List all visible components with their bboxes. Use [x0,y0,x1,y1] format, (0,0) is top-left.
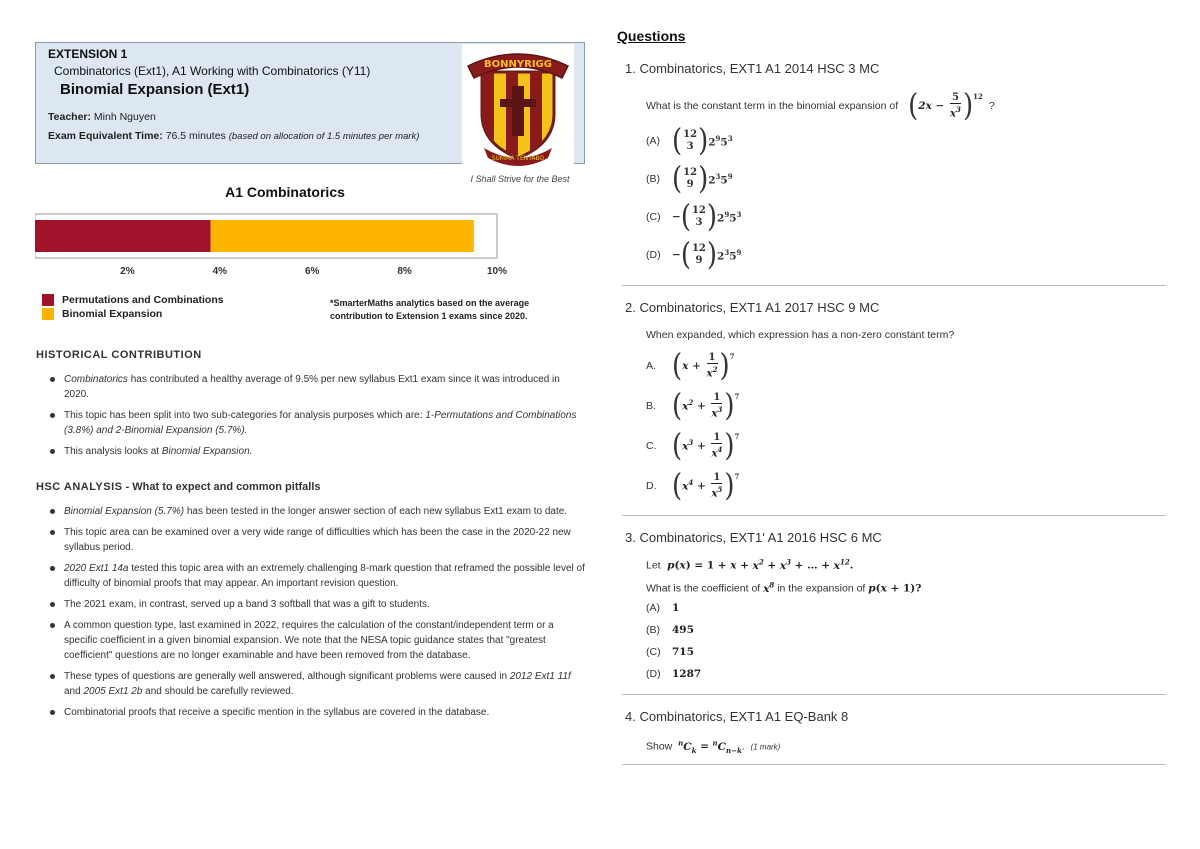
historical-list [50,372,585,465]
question-1-title: 1. Combinatorics, EXT1 A1 2014 HSC 3 MC [625,61,880,76]
question-1-option-c[interactable]: (C) − ( 12 3 ) $2^95^3$ [646,199,742,235]
chart-legend [42,293,224,321]
questions-heading: Questions [617,28,686,44]
analytics-note: *SmarterMaths analytics based on the average contribution to Extension 1 exams since 2020. [330,298,530,321]
bar-segment-binomial [211,220,474,252]
question-2-option-d[interactable]: D. ( $x^4$ + $\frac{1}{x^5}$ ) 7 [646,467,740,504]
legend-label-binomial: Binomial Expansion [62,308,163,320]
list-item: The 2021 exam, in contrast, served up a band 3 softball that was a gift to students. [50,597,585,612]
hsc-analysis-heading: HSC ANALYSIS - What to expect and common pitfalls [36,481,321,493]
list-item: This topic area can be examined over a very wide range of difficulties which has been the case in the 2020-22 new syllabus period. [50,525,585,555]
teacher-label: Teacher: [48,111,91,123]
historical-heading: HISTORICAL CONTRIBUTION [36,349,202,361]
question-3-option-a[interactable]: (A) 1 [646,602,680,614]
question-3-option-c[interactable]: (C) 715 [646,646,694,658]
list-item: This topic has been split into two sub-categories for analysis purposes which are: 1-Permutations and Combinations (3.8%) and 2-Binomial Expansion (5.7%). [50,408,585,438]
legend-item-permutations [42,293,224,307]
question-1-expression: ( 2x − $\frac{5}{x^3}$ ) 12 [908,87,983,124]
combinatorics-bar-chart [35,208,515,280]
list-item: Combinatorics has contributed a healthy average of 9.5% per new syllabus Ext1 exam since it was introduced in 2020. [50,372,585,402]
bar-segment-permutations [35,220,211,252]
question-2-prompt: When expanded, which expression has a non-zero constant term? [646,329,955,341]
question-1-option-b[interactable]: (B) ( 12 9 ) $2^35^9$ [646,161,733,197]
question-divider [622,515,1166,516]
question-2-option-b[interactable]: B. ( $x^2$ + $\frac{1}{x^3}$ ) 7 [646,387,740,424]
question-1-option-a[interactable]: (A) ( 12 3 ) $2^95^3$ [646,123,733,159]
crest-logo-icon [462,44,574,166]
question-1-prompt: What is the constant term in the binomial expansion of ( 2x − $\frac{5}{x^3}$ ) 12 ? [646,87,995,124]
x-tick-label: 4% [212,266,228,277]
list-item: This analysis looks at Binomial Expansion. [50,444,585,459]
question-divider [622,694,1166,695]
question-3-option-d[interactable]: (D) 1287 [646,668,702,680]
list-item: Combinatorial proofs that receive a specific mention in the syllabus are covered in the database. [50,705,585,720]
topic-subtitle: Combinatorics (Ext1), A1 Working with Combinatorics (Y11) [54,64,371,78]
question-divider [622,764,1166,765]
legend-swatch-permutations [42,294,54,306]
legend-label-permutations: Permutations and Combinations [62,294,224,306]
page-title: Binomial Expansion (Ext1) [60,81,250,98]
hsc-analysis-list [50,504,585,726]
question-3-option-b[interactable]: (B) 495 [646,624,694,636]
list-item: A common question type, last examined in 2022, requires the calculation of the constant/independent term or a specific coefficient in a given binomial expansion. We note that the NESA topic guidance states that "greatest coefficient" questions are no longer examinable and have been removed from the database. [50,618,585,663]
x-tick-label: 6% [304,266,320,277]
question-divider [622,285,1166,286]
crest-scroll-text: SUMMA TENTABO [491,155,545,162]
teacher-line [48,111,156,123]
question-3-title: 3. Combinatorics, EXT1' A1 2016 HSC 6 MC [625,530,882,545]
x-tick-label: 8% [397,266,412,277]
question-4-title: 4. Combinatorics, EXT1 A1 EQ-Bank 8 [625,709,849,724]
chart-title: A1 Combinatorics [225,184,345,200]
exam-time-label: Exam Equivalent Time: [48,130,163,142]
question-2-option-a[interactable]: A. ( x + $\frac{1}{x^2}$ ) 7 [646,347,735,384]
list-item: Binomial Expansion (5.7%) has been tested in the longer answer section of each new syllabus Ext1 exam to date. [50,504,585,519]
legend-swatch-binomial [42,308,54,320]
x-tick-label: 2% [120,266,135,277]
school-motto: I Shall Strive for the Best [470,174,570,184]
list-item: 2020 Ext1 14a tested this topic area with an extremely challenging 8-mark question that reframed the possible level of difficulty of binomial proofs that may appear. An important revision question. [50,561,585,591]
question-2-title: 2. Combinatorics, EXT1 A1 2017 HSC 9 MC [625,300,880,315]
question-4-prompt: Show $^nC_k = ^nC_{n-k}$. (1 mark) [646,738,781,755]
exam-time-note: (based on allocation of 1.5 minutes per mark) [228,131,420,142]
x-tick-label: 10% [486,266,508,277]
question-1-option-d[interactable]: (D) − ( 12 9 ) $2^35^9$ [646,237,742,273]
question-3-let: Let $p(x) = 1 + x + x^2 + x^3$ + … + $x^{12}$. [646,557,854,572]
question-3-prompt: What is the coefficient of $x^8$ in the expansion of p(x + 1)? [646,580,922,595]
exam-time-line [48,130,419,142]
legend-item-binomial [42,307,224,321]
school-crest [462,44,574,166]
extension-label: EXTENSION 1 [48,47,128,61]
list-item: These types of questions are generally well answered, although significant problems were caused in 2012 Ext1 11f and 2005 Ext1 2b and should be carefully reviewed. [50,669,585,699]
teacher-name: Minh Nguyen [93,111,156,123]
question-2-option-c[interactable]: C. ( $x^3$ + $\frac{1}{x^4}$ ) 7 [646,427,740,464]
crest-school-name: BONNYRIGG [484,59,552,70]
exam-time-value: 76.5 minutes [165,130,226,142]
